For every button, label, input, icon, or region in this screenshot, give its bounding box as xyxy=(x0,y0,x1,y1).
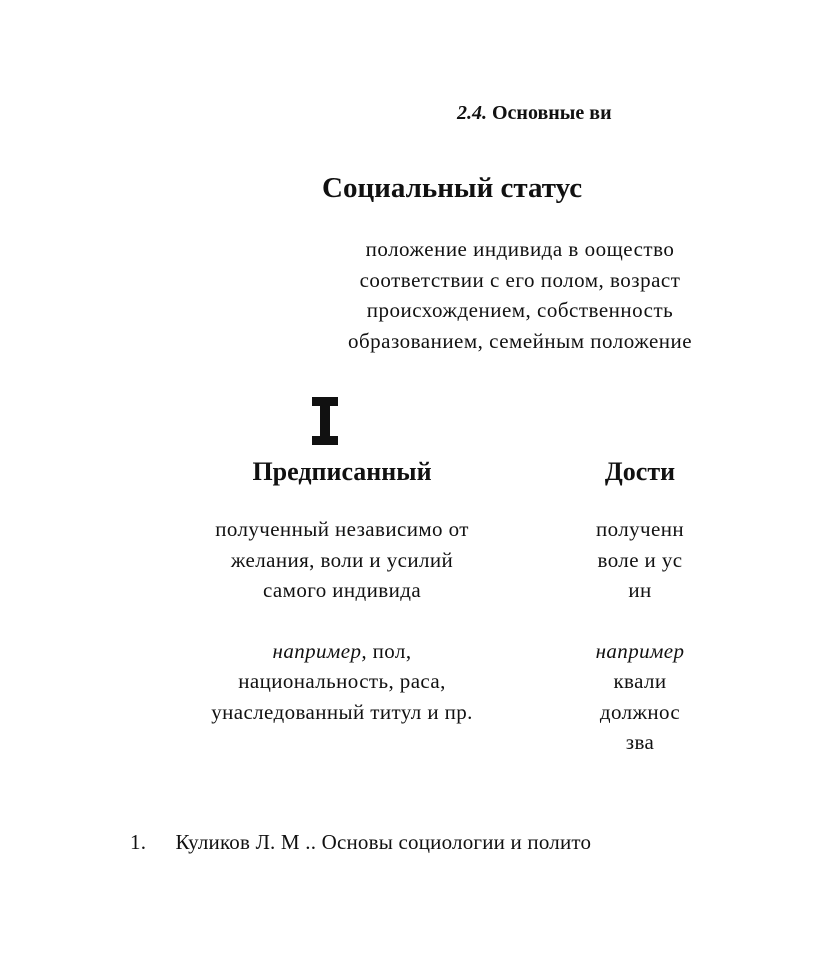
description-line: ин xyxy=(628,578,652,602)
description-line: воле и ус xyxy=(597,547,683,572)
section-heading xyxy=(457,102,612,125)
achieved-status-column xyxy=(515,454,765,758)
column-description xyxy=(515,514,765,606)
example-line: зва xyxy=(625,730,655,754)
example-label: например xyxy=(595,638,685,663)
description-line: самого индивида xyxy=(262,578,422,602)
page-title: Социальный статус xyxy=(322,172,583,204)
section-title: Основные ви xyxy=(492,102,612,124)
description-line: полученн xyxy=(596,517,684,541)
column-title-ascribed: Предписанный xyxy=(252,457,432,486)
column-description xyxy=(172,514,512,606)
example-line: квали xyxy=(613,669,667,693)
example-line: национальность, раса, xyxy=(238,669,446,693)
section-number: 2.4. xyxy=(457,102,487,124)
definition-line: положение индивида в оощество xyxy=(365,237,675,261)
example-first-line xyxy=(515,636,765,667)
footnote-text: Куликов Л. М .. Основы социологии и полито xyxy=(175,830,592,854)
definition-line: происхождением, собственность xyxy=(366,298,674,322)
description-line: полученный независимо от xyxy=(215,517,469,541)
example-label: например, xyxy=(272,638,368,663)
example-line: унаследованный титул и пр. xyxy=(211,699,473,724)
definition-line: соответствии с его полом, возраст xyxy=(359,267,681,292)
column-example xyxy=(515,636,765,758)
arrow-down-icon xyxy=(312,397,338,445)
footnote-number: 1. xyxy=(130,830,147,854)
footnote xyxy=(130,830,591,855)
column-title-achieved: Дости xyxy=(604,457,676,486)
column-example xyxy=(172,636,512,728)
example-line: должнос xyxy=(599,699,681,724)
definition-line: образованием, семейным положение xyxy=(347,328,693,353)
example-item: пол, xyxy=(372,638,412,663)
description-line: желания, воли и усилий xyxy=(230,547,454,572)
example-first-line xyxy=(172,636,512,667)
ascribed-status-column xyxy=(172,454,512,727)
definition-text xyxy=(200,234,840,356)
